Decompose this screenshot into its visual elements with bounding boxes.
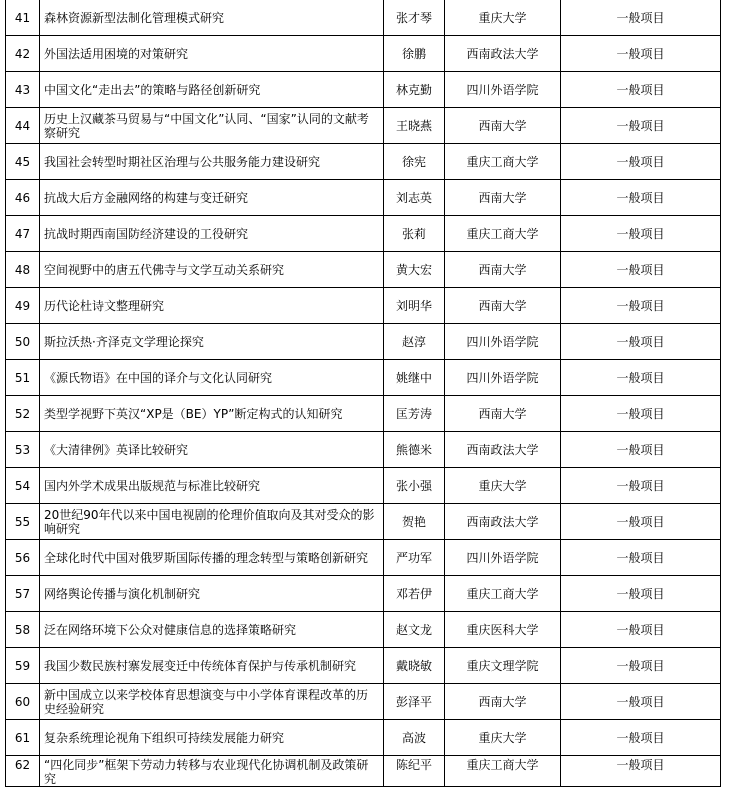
project-leader-cell: 赵淳 xyxy=(384,324,445,360)
table-body xyxy=(6,0,721,787)
project-list-table xyxy=(5,0,721,787)
project-type-cell: 一般项目 xyxy=(561,252,721,288)
project-type-cell: 一般项目 xyxy=(561,144,721,180)
institution-cell: 四川外语学院 xyxy=(445,72,561,108)
project-leader-cell: 赵文龙 xyxy=(384,612,445,648)
project-title-cell: 空间视野中的唐五代佛寺与文学互动关系研究 xyxy=(40,252,384,288)
project-title-cell: 《源氏物语》在中国的译介与文化认同研究 xyxy=(40,360,384,396)
table-row xyxy=(6,396,721,432)
table-row xyxy=(6,756,721,787)
project-leader-cell: 熊德米 xyxy=(384,432,445,468)
table-row xyxy=(6,684,721,720)
table-row xyxy=(6,72,721,108)
table-row xyxy=(6,180,721,216)
table-row xyxy=(6,288,721,324)
row-number-cell: 43 xyxy=(6,72,40,108)
row-number-cell: 52 xyxy=(6,396,40,432)
row-number-cell: 42 xyxy=(6,36,40,72)
project-title-cell: 全球化时代中国对俄罗斯国际传播的理念转型与策略创新研究 xyxy=(40,540,384,576)
institution-cell: 西南大学 xyxy=(445,288,561,324)
row-number-cell: 44 xyxy=(6,108,40,144)
project-type-cell: 一般项目 xyxy=(561,108,721,144)
table-row xyxy=(6,504,721,540)
table-row xyxy=(6,360,721,396)
row-number-cell: 58 xyxy=(6,612,40,648)
project-leader-cell: 张小强 xyxy=(384,468,445,504)
row-number-cell: 48 xyxy=(6,252,40,288)
row-number-cell: 46 xyxy=(6,180,40,216)
institution-cell: 重庆工商大学 xyxy=(445,144,561,180)
project-title-cell: 我国社会转型时期社区治理与公共服务能力建设研究 xyxy=(40,144,384,180)
project-leader-cell: 林克勤 xyxy=(384,72,445,108)
row-number-cell: 51 xyxy=(6,360,40,396)
project-type-cell: 一般项目 xyxy=(561,756,721,787)
project-type-cell: 一般项目 xyxy=(561,216,721,252)
project-leader-cell: 高波 xyxy=(384,720,445,756)
project-type-cell: 一般项目 xyxy=(561,36,721,72)
project-leader-cell: 严功军 xyxy=(384,540,445,576)
project-title-cell: 新中国成立以来学校体育思想演变与中小学体育课程改革的历史经验研究 xyxy=(40,684,384,720)
project-title-cell: 斯拉沃热·齐泽克文学理论探究 xyxy=(40,324,384,360)
row-number-cell: 41 xyxy=(6,0,40,36)
institution-cell: 西南政法大学 xyxy=(445,432,561,468)
project-title-cell: 中国文化“走出去”的策略与路径创新研究 xyxy=(40,72,384,108)
table-row xyxy=(6,540,721,576)
institution-cell: 西南政法大学 xyxy=(445,504,561,540)
institution-cell: 重庆文理学院 xyxy=(445,648,561,684)
project-type-cell: 一般项目 xyxy=(561,504,721,540)
institution-cell: 重庆大学 xyxy=(445,720,561,756)
institution-cell: 重庆医科大学 xyxy=(445,612,561,648)
project-title-cell: “四化同步”框架下劳动力转移与农业现代化协调机制及政策研究 xyxy=(40,756,384,787)
table-row xyxy=(6,108,721,144)
table-row xyxy=(6,216,721,252)
project-leader-cell: 戴晓敏 xyxy=(384,648,445,684)
project-type-cell: 一般项目 xyxy=(561,72,721,108)
table-row xyxy=(6,0,721,36)
institution-cell: 重庆工商大学 xyxy=(445,216,561,252)
project-leader-cell: 徐鹏 xyxy=(384,36,445,72)
project-title-cell: 我国少数民族村寨发展变迁中传统体育保护与传承机制研究 xyxy=(40,648,384,684)
project-leader-cell: 姚继中 xyxy=(384,360,445,396)
project-title-cell: 类型学视野下英汉“XP是（BE）YP”断定构式的认知研究 xyxy=(40,396,384,432)
institution-cell: 西南政法大学 xyxy=(445,36,561,72)
project-leader-cell: 邓若伊 xyxy=(384,576,445,612)
institution-cell: 四川外语学院 xyxy=(445,324,561,360)
project-type-cell: 一般项目 xyxy=(561,648,721,684)
project-type-cell: 一般项目 xyxy=(561,612,721,648)
project-leader-cell: 彭泽平 xyxy=(384,684,445,720)
project-leader-cell: 黄大宏 xyxy=(384,252,445,288)
project-leader-cell: 刘志英 xyxy=(384,180,445,216)
project-type-cell: 一般项目 xyxy=(561,360,721,396)
row-number-cell: 57 xyxy=(6,576,40,612)
row-number-cell: 49 xyxy=(6,288,40,324)
project-title-cell: 泛在网络环境下公众对健康信息的选择策略研究 xyxy=(40,612,384,648)
table-row xyxy=(6,576,721,612)
project-title-cell: 历史上汉藏茶马贸易与“中国文化”认同、“国家”认同的文献考察研究 xyxy=(40,108,384,144)
project-leader-cell: 徐宪 xyxy=(384,144,445,180)
project-title-cell: 抗战时期西南国防经济建设的工役研究 xyxy=(40,216,384,252)
institution-cell: 四川外语学院 xyxy=(445,540,561,576)
table-row xyxy=(6,648,721,684)
project-leader-cell: 匡芳涛 xyxy=(384,396,445,432)
project-title-cell: 国内外学术成果出版规范与标准比较研究 xyxy=(40,468,384,504)
institution-cell: 重庆工商大学 xyxy=(445,756,561,787)
project-type-cell: 一般项目 xyxy=(561,396,721,432)
row-number-cell: 47 xyxy=(6,216,40,252)
institution-cell: 重庆大学 xyxy=(445,0,561,36)
institution-cell: 四川外语学院 xyxy=(445,360,561,396)
project-leader-cell: 张莉 xyxy=(384,216,445,252)
row-number-cell: 55 xyxy=(6,504,40,540)
project-type-cell: 一般项目 xyxy=(561,180,721,216)
project-leader-cell: 陈纪平 xyxy=(384,756,445,787)
project-title-cell: 20世纪90年代以来中国电视剧的伦理价值取向及其对受众的影响研究 xyxy=(40,504,384,540)
project-title-cell: 网络舆论传播与演化机制研究 xyxy=(40,576,384,612)
project-leader-cell: 刘明华 xyxy=(384,288,445,324)
institution-cell: 重庆工商大学 xyxy=(445,576,561,612)
project-title-cell: 《大清律例》英译比较研究 xyxy=(40,432,384,468)
row-number-cell: 45 xyxy=(6,144,40,180)
institution-cell: 西南大学 xyxy=(445,684,561,720)
table-row xyxy=(6,432,721,468)
project-type-cell: 一般项目 xyxy=(561,0,721,36)
row-number-cell: 53 xyxy=(6,432,40,468)
project-type-cell: 一般项目 xyxy=(561,720,721,756)
row-number-cell: 61 xyxy=(6,720,40,756)
row-number-cell: 50 xyxy=(6,324,40,360)
table-row xyxy=(6,612,721,648)
project-type-cell: 一般项目 xyxy=(561,684,721,720)
table-row xyxy=(6,720,721,756)
project-title-cell: 森林资源新型法制化管理模式研究 xyxy=(40,0,384,36)
project-leader-cell: 王晓燕 xyxy=(384,108,445,144)
institution-cell: 西南大学 xyxy=(445,252,561,288)
project-leader-cell: 张才琴 xyxy=(384,0,445,36)
row-number-cell: 60 xyxy=(6,684,40,720)
project-title-cell: 抗战大后方金融网络的构建与变迁研究 xyxy=(40,180,384,216)
institution-cell: 西南大学 xyxy=(445,108,561,144)
project-type-cell: 一般项目 xyxy=(561,576,721,612)
table-row xyxy=(6,324,721,360)
row-number-cell: 59 xyxy=(6,648,40,684)
project-type-cell: 一般项目 xyxy=(561,324,721,360)
project-type-cell: 一般项目 xyxy=(561,432,721,468)
project-type-cell: 一般项目 xyxy=(561,468,721,504)
project-title-cell: 历代论杜诗文整理研究 xyxy=(40,288,384,324)
institution-cell: 西南大学 xyxy=(445,180,561,216)
table-row xyxy=(6,468,721,504)
institution-cell: 重庆大学 xyxy=(445,468,561,504)
row-number-cell: 56 xyxy=(6,540,40,576)
table-row xyxy=(6,144,721,180)
project-type-cell: 一般项目 xyxy=(561,540,721,576)
project-leader-cell: 贺艳 xyxy=(384,504,445,540)
table-row xyxy=(6,252,721,288)
project-title-cell: 复杂系统理论视角下组织可持续发展能力研究 xyxy=(40,720,384,756)
table-row xyxy=(6,36,721,72)
project-title-cell: 外国法适用困境的对策研究 xyxy=(40,36,384,72)
institution-cell: 西南大学 xyxy=(445,396,561,432)
project-type-cell: 一般项目 xyxy=(561,288,721,324)
row-number-cell: 54 xyxy=(6,468,40,504)
row-number-cell: 62 xyxy=(6,756,40,787)
